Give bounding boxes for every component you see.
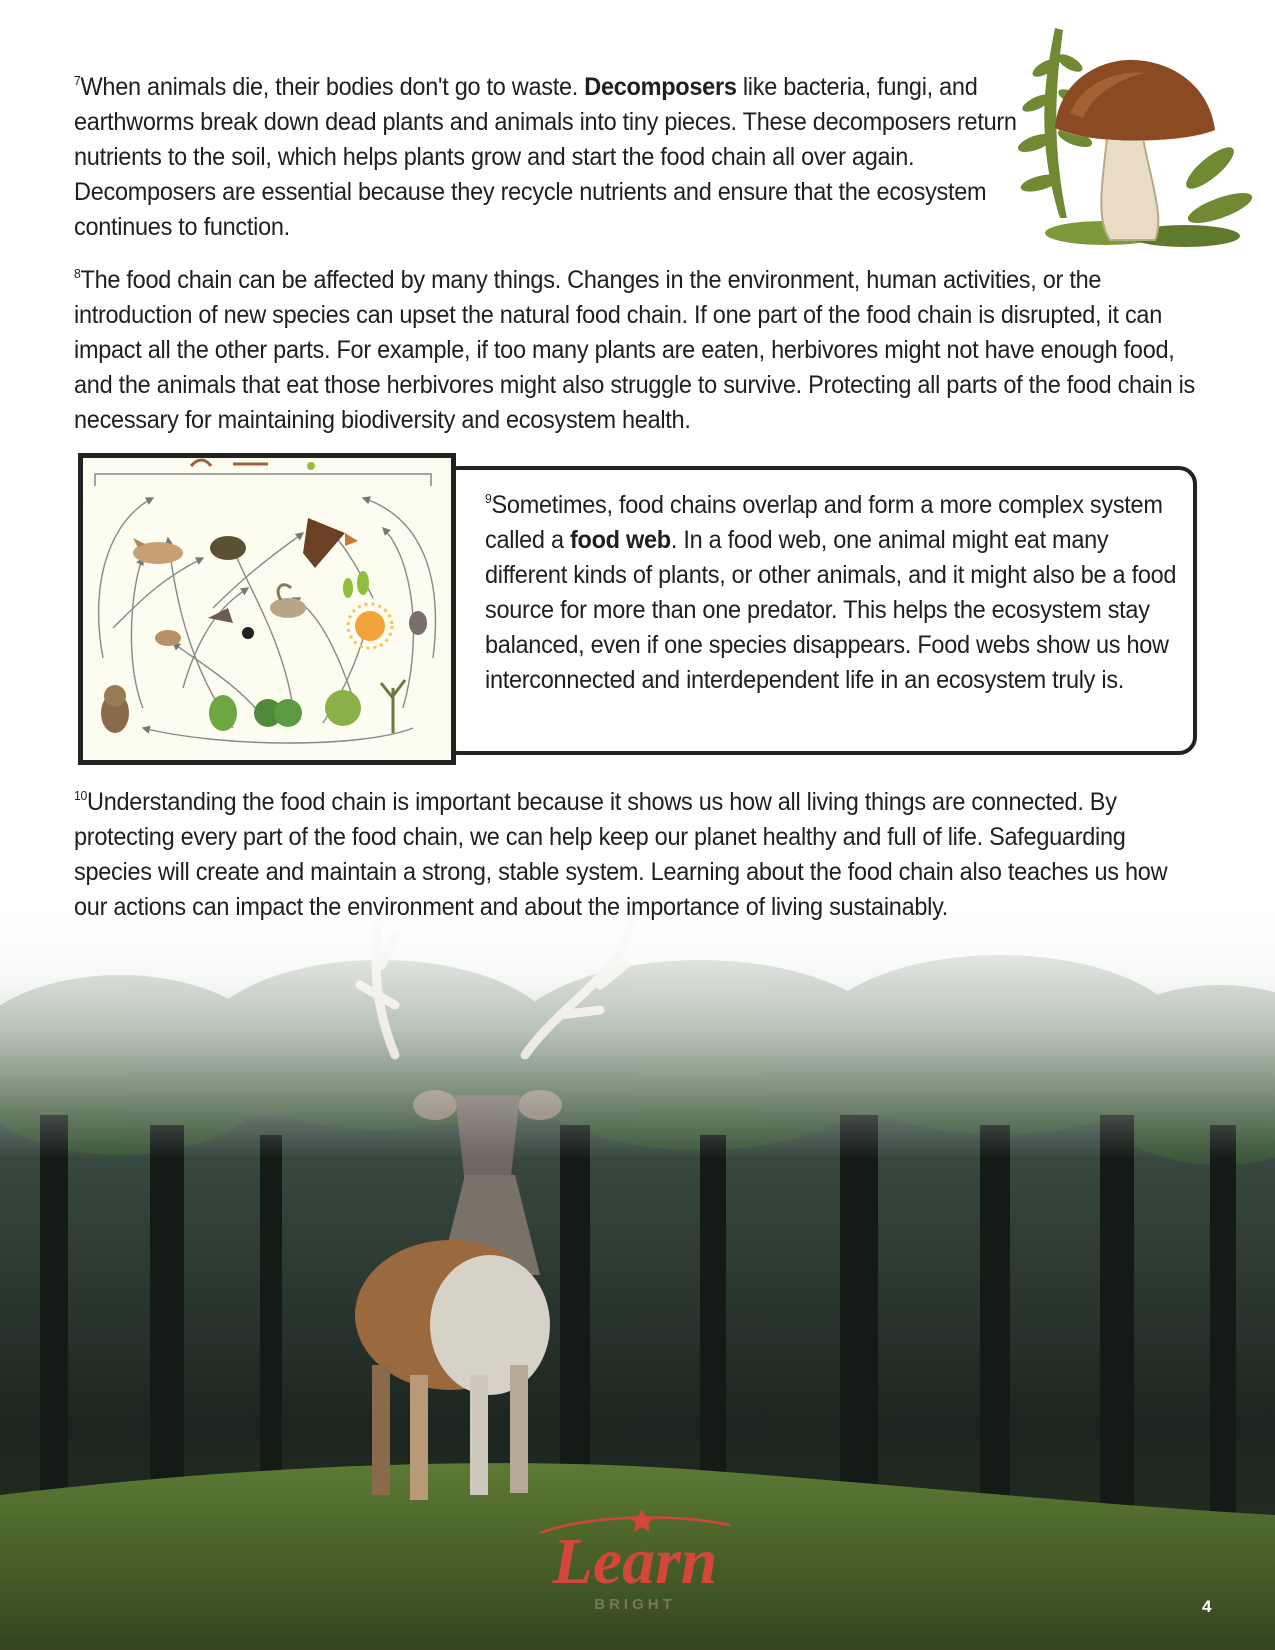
paragraph-10 xyxy=(74,785,1197,925)
term-decomposers: Decomposers xyxy=(584,73,737,101)
paragraph-text: Sometimes, food chains overlap and form a more complex system called a xyxy=(485,491,1163,554)
term-food-web: food web xyxy=(569,526,671,554)
paragraph-9 xyxy=(485,488,1181,698)
paragraph-text: When animals die, their bodies don't go to waste. xyxy=(80,73,585,101)
paragraph-text: like bacteria, fungi, and earthworms break down dead plants and animals into tiny pieces. These decomposers return nutrients to the soil, which helps plants grow and start the food chain all over again. Decomposers are essential because they recycle nutrients and ensure that the ecosystem continues to function. xyxy=(74,73,1017,241)
paragraph-number: 7 xyxy=(74,73,81,88)
paragraph-text: Understanding the food chain is important because it shows us how all living things are connected. By protecting every part of the food chain, we can help keep our planet healthy and full of life. Safeguarding species will create and maintain a strong, stable system. Learning about the food chain also teaches us how our actions can impact the environment and about the importance of living sustainably. xyxy=(74,788,1168,921)
logo-tagline: BRIGHT xyxy=(594,1596,676,1613)
paragraph-number: 10 xyxy=(74,788,88,803)
paragraph-text: . In a food web, one animal might eat many different kinds of plants, or other animals, and it might also be a food source for more than one predator. This helps the ecosystem stay balanced, even if one species disappears. Food webs show us how interconnected and interdependent life in an ecosystem truly is. xyxy=(485,526,1177,694)
learn-bright-logo xyxy=(530,1505,740,1615)
paragraph-8 xyxy=(74,263,1197,438)
logo-word: Learn xyxy=(552,1525,718,1598)
paragraph-7 xyxy=(74,70,1042,245)
paragraph-text: The food chain can be affected by many things. Changes in the environment, human activities, or the introduction of new species can upset the natural food chain. If one part of the food chain is disrupted, it can impact all the other parts. For example, if too many plants are eaten, herbivores might not have enough food, and the animals that eat those herbivores might also struggle to survive. Protecting all parts of the food chain is necessary for maintaining biodiversity and ecosystem health. xyxy=(74,266,1196,434)
paragraph-number: 9 xyxy=(485,491,492,506)
mushroom-illustration xyxy=(1015,18,1260,258)
paragraph-number: 8 xyxy=(74,266,81,281)
page-number: 4 xyxy=(1202,1597,1212,1616)
food-web-diagram xyxy=(78,453,456,765)
